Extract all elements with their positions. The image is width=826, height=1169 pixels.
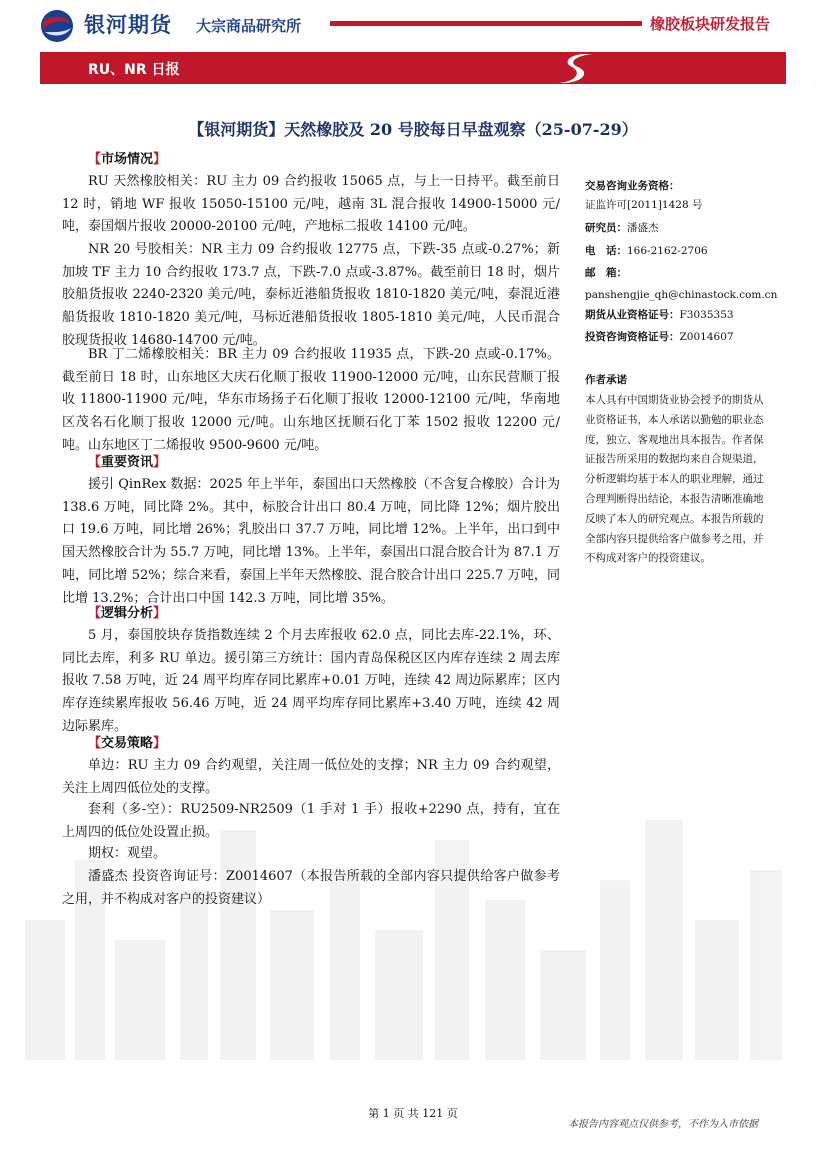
invest-cert-row: 投资咨询资格证号：Z0014607 <box>585 331 734 343</box>
page-number: 第 1 页 共 121 页 <box>368 1107 458 1120</box>
banner-swoosh-icon <box>548 52 598 85</box>
researcher-row: 研究员：潘盛杰 <box>585 222 659 234</box>
strategy-heading: 【交易策略】 <box>88 736 167 751</box>
logic-heading: 【逻辑分析】 <box>88 606 167 621</box>
logic-paragraph: 5 月，泰国胶块存货指数连续 2 个月去库报收 62.0 点，同比去库-22.1%，环、同比去库，利多 RU 单边。援引第三方统计：国内青岛保税区区内库存连续 2 周去库报收 7.58 万吨，近 24 周平均库存同比累库+0.01 万吨，连续 42 周边际累库；区内库存连续累库报收 56.46 万吨，近 24 周平均库存同比累库+3.40 万吨，连续 42 周边际累库。 <box>62 628 560 734</box>
promise-title: 作者承诺 <box>585 374 627 386</box>
report-title: 【银河期货】天然橡胶及 20 号胶每日早盘观察（25-07-29） <box>188 120 638 139</box>
galaxy-logo-icon <box>37 8 77 44</box>
market-heading: 【市场情况】 <box>88 152 167 167</box>
futures-cert-row: 期货从业资格证号：F3035353 <box>585 309 734 321</box>
promise-text: 本人具有中国期货业协会授予的期货从业资格证书，本人承诺以勤勉的职业态度，独立、客观地出具本报告。作者保证报告所采用的数据均来自合规渠道，分析逻辑均基于本人的职业理解，通过合理判断得出结论，本报告清晰准确地反映了本人的研究观点。本报告所载的全部内容只提供给客户做参考之用，并不构成对客户的投资建议。 <box>585 394 764 565</box>
header-red-line <box>330 21 642 26</box>
brand-name: 银河期货 <box>84 13 172 37</box>
banner-label: RU、NR 日报 <box>88 62 180 78</box>
analyst-signature: 潘盛杰 投资咨询证号：Z0014607（本报告所载的全部内容只提供给客户做参考之用，并不构成对客户的投资建议） <box>62 869 560 907</box>
market-paragraph-ru: RU 天然橡胶相关：RU 主力 09 合约报收 15065 点，与上一日持平。截至前日 12 时，销地 WF 报收 15050-15100 元/吨，越南 3L 混合报收 14900-15000 元/吨，泰国烟片报收 20000-20100 元/吨，产地标二报收 14100 元/吨。 <box>62 174 560 235</box>
email-label: 邮 箱： <box>585 267 627 279</box>
qualification-value: 证监许可[2011]1428 号 <box>585 199 703 211</box>
qualification-title: 交易咨询业务资格： <box>585 180 680 192</box>
report-type: 橡胶板块研发报告 <box>650 15 771 33</box>
strategy-arbitrage: 套利（多-空）：RU2509-NR2509（1 手对 1 手）报收+2290 点，持有，宜在上周四的低位处设置止损。 <box>62 802 560 840</box>
phone-row: 电 话：166-2162-2706 <box>585 245 708 257</box>
news-heading: 【重要资讯】 <box>88 455 167 470</box>
market-paragraph-br: BR 丁二烯橡胶相关：BR 主力 09 合约报收 11935 点，下跌-20 点或-0.17%。截至前日 18 时，山东地区大庆石化顺丁报收 11900-12000 元/吨，山东民营顺丁报收 11800-11900 元/吨，华东市场扬子石化顺丁报收 12000-12100 元/吨，华南地区茂名石化顺丁报收 12000 元/吨。山东地区抚顺石化丁苯 1502 报收 12200 元/吨。山东地区丁二烯报收 9500-9600 元/吨。 <box>62 347 560 453</box>
email-link[interactable]: panshengjie_qh@chinastock.com.cn <box>585 289 778 301</box>
footer-disclaimer: 本报告内容观点仅供参考，不作为入市依据 <box>568 1119 758 1130</box>
market-paragraph-nr: NR 20 号胶相关：NR 主力 09 合约报收 12775 点，下跌-35 点或-0.27%；新加坡 TF 主力 10 合约报收 173.7 点，下跌-7.0 点或-3.87%。截至前日 18 时，烟片胶船货报收 2240-2320 美元/吨，泰标近港船货报收 1810-1820 美元/吨，泰混近港船货报收 1810-1820 美元/吨，马标近港船货报收 1805-1810 美元/吨，人民币混合胶现货报收 14680-14700 元/吨。 <box>62 242 560 348</box>
strategy-options: 期权：观望。 <box>88 846 167 861</box>
department-name: 大宗商品研究所 <box>196 17 302 35</box>
strategy-single: 单边：RU 主力 09 合约观望，关注周一低位处的支撑；NR 主力 09 合约观望，关注上周四低位处的支撑。 <box>62 758 560 796</box>
news-paragraph: 援引 QinRex 数据：2025 年上半年，泰国出口天然橡胶（不含复合橡胶）合计为 138.6 万吨，同比降 2%。其中，标胶合计出口 80.4 万吨，同比降 12%；烟片胶出口 19.6 万吨，同比增 26%；乳胶出口 37.7 万吨，同比增 12%。上半年，出口到中国天然橡胶合计为 55.7 万吨，同比增 13%。上半年，泰国出口混合胶合计为 87.1 万吨，同比增 52%；综合来看，泰国上半年天然橡胶、混合胶合计出口 225.7 万吨，同比增 13.2%；合计出口中国 142.3 万吨，同比增 35%。 <box>62 477 560 606</box>
